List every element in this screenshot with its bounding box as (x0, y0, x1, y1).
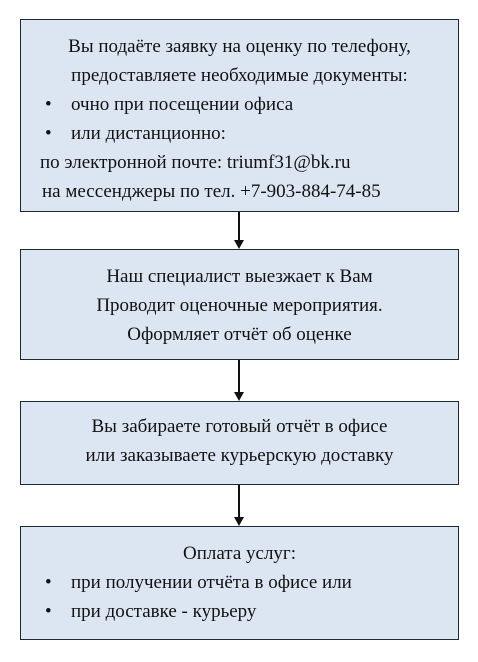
flow-arrow-3 (234, 485, 244, 526)
step-1-email-line: по электронной почте: triumf31@bk.ru (40, 152, 351, 173)
step-1-bullet-1 (21, 90, 458, 119)
step-2-line-3: Оформляет отчёт об оценке (127, 324, 352, 345)
step-4-bullet-1-text: при получении отчёта в офисе или (71, 572, 352, 593)
bullet-icon: • (45, 601, 52, 622)
step-4-box (20, 526, 459, 640)
step-1-bullet-1-text: очно при посещении офиса (71, 94, 294, 115)
step-2-box (20, 249, 459, 360)
step-2-line-1: Наш специалист выезжает к Вам (106, 266, 373, 287)
step-1-bullet-2-text: или дистанционно: (71, 123, 226, 144)
bullet-icon: • (45, 123, 52, 144)
step-3-line-2: или заказываете курьерскую доставку (85, 445, 394, 466)
bullet-icon: • (45, 572, 52, 593)
step-1-bullet-2 (21, 119, 458, 148)
arrow-head-icon (234, 240, 244, 249)
step-4-bullet-list (21, 568, 458, 626)
flow-arrow-2 (234, 360, 244, 401)
step-4-bullet-2 (21, 597, 458, 626)
step-1-bullet-list (21, 90, 458, 148)
flow-arrow-1 (234, 212, 244, 249)
step-4-bullet-1 (21, 568, 458, 597)
step-1-line-1: Вы подаёте заявку на оценку по телефону, (68, 36, 411, 57)
arrow-head-icon (234, 517, 244, 526)
step-1-box (20, 19, 459, 212)
bullet-icon: • (45, 94, 52, 115)
step-2-line-2: Проводит оценочные мероприятия. (96, 295, 383, 316)
arrow-head-icon (234, 392, 244, 401)
step-1-line-2: предоставляете необходимые документы: (71, 65, 408, 86)
step-3-line-1: Вы забираете готовый отчёт в офисе (91, 416, 388, 437)
step-4-line-1: Оплата услуг: (182, 543, 297, 564)
step-1-phone-line: на мессенджеры по тел. +7-903-884-74-85 (42, 181, 381, 202)
step-4-bullet-2-text: при доставке - курьеру (71, 601, 257, 622)
step-3-box (20, 401, 459, 485)
